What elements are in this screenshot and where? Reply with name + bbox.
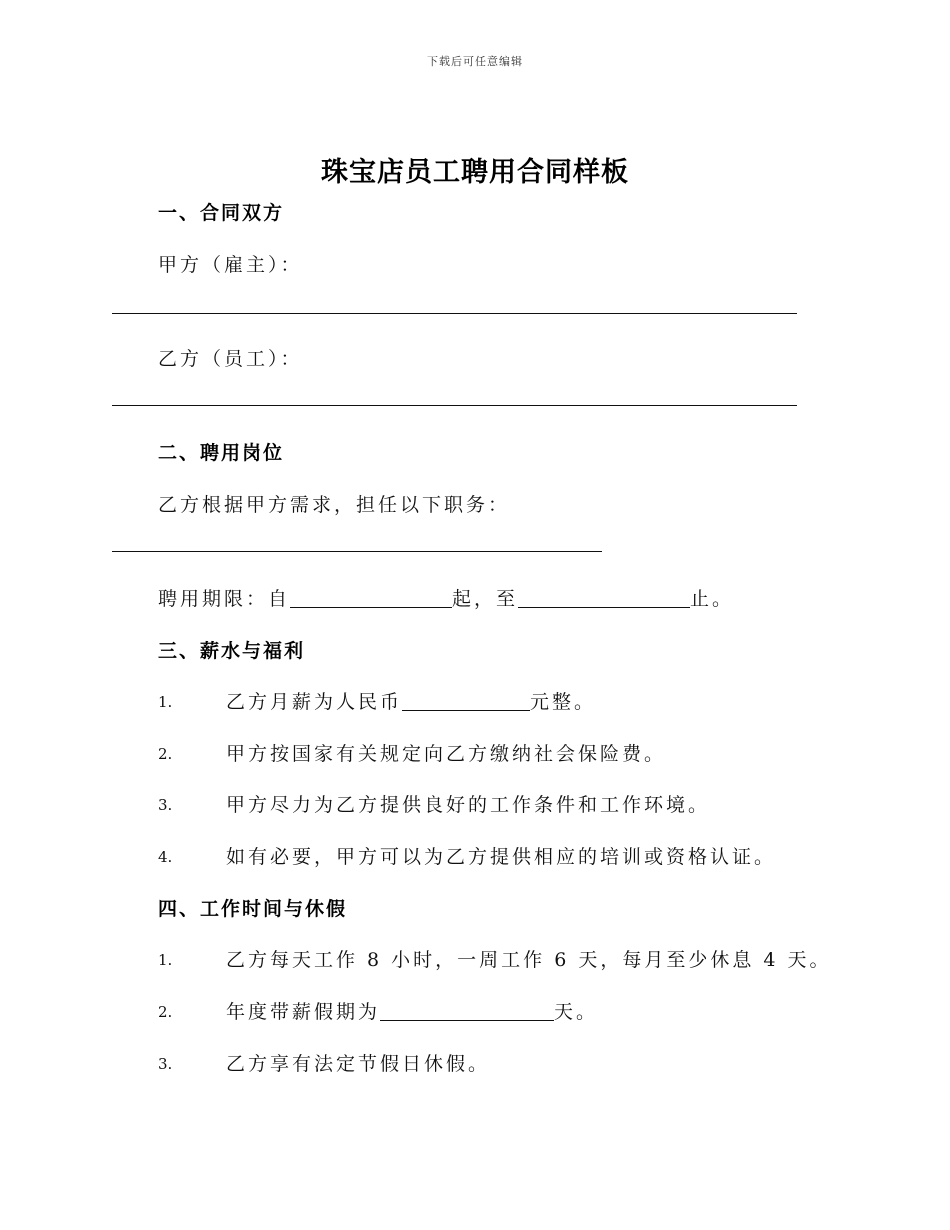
party-a-blank-line (112, 313, 797, 314)
list-text: 甲方按国家有关规定向乙方缴纳社会保险费。 (226, 743, 667, 765)
list-number: 1. (158, 951, 173, 969)
salary-blank (402, 692, 530, 711)
duty-blank-line (112, 551, 602, 552)
leave-text-after: 天。 (554, 1001, 599, 1023)
list-number: 2. (158, 1003, 173, 1021)
section-heading-position: 二、聘用岗位 (158, 442, 285, 464)
list-number: 2. (158, 745, 173, 763)
list-text: 甲方尽力为乙方提供良好的工作条件和工作环境。 (226, 794, 711, 816)
salary-text-after: 元整。 (530, 691, 597, 713)
list-item (158, 842, 776, 869)
term-suffix: 止。 (690, 588, 735, 610)
duty-text: 乙方根据甲方需求，担任以下职务： (158, 494, 511, 516)
list-text: 如有必要，甲方可以为乙方提供相应的培训或资格认证。 (226, 846, 777, 868)
section-heading-parties: 一、合同双方 (158, 202, 285, 224)
term-start-blank (290, 589, 452, 608)
list-item (158, 1049, 490, 1076)
document-title: 珠宝店员工聘用合同样板 (321, 157, 629, 188)
list-number: 3. (158, 1055, 173, 1073)
term-line (158, 584, 734, 611)
list-number: 4. (158, 848, 173, 866)
list-item (158, 739, 666, 766)
list-item (158, 687, 596, 714)
term-end-blank (518, 589, 690, 608)
leave-days-blank (380, 1002, 554, 1021)
list-item (158, 997, 598, 1024)
list-text: 乙方每天工作 8 小时，一周工作 6 天，每月至少休息 4 天。 (226, 949, 832, 971)
list-text: 乙方享有法定节假日休假。 (226, 1053, 491, 1075)
list-number: 1. (158, 693, 173, 711)
leave-text-before: 年度带薪假期为 (226, 1001, 381, 1023)
list-item (158, 945, 832, 972)
section-heading-hours: 四、工作时间与休假 (158, 898, 348, 920)
party-b-label: 乙方（员工）： (158, 348, 303, 370)
term-prefix: 聘用期限：自 (158, 588, 291, 610)
term-mid: 起，至 (452, 588, 519, 610)
section-heading-salary: 三、薪水与福利 (158, 640, 306, 662)
page-header-note: 下载后可任意编辑 (427, 55, 523, 68)
list-number: 3. (158, 796, 173, 814)
party-b-blank-line (112, 405, 797, 406)
list-item (158, 790, 710, 817)
party-a-label: 甲方（雇主）： (158, 254, 303, 276)
salary-text-before: 乙方月薪为人民币 (226, 691, 403, 713)
